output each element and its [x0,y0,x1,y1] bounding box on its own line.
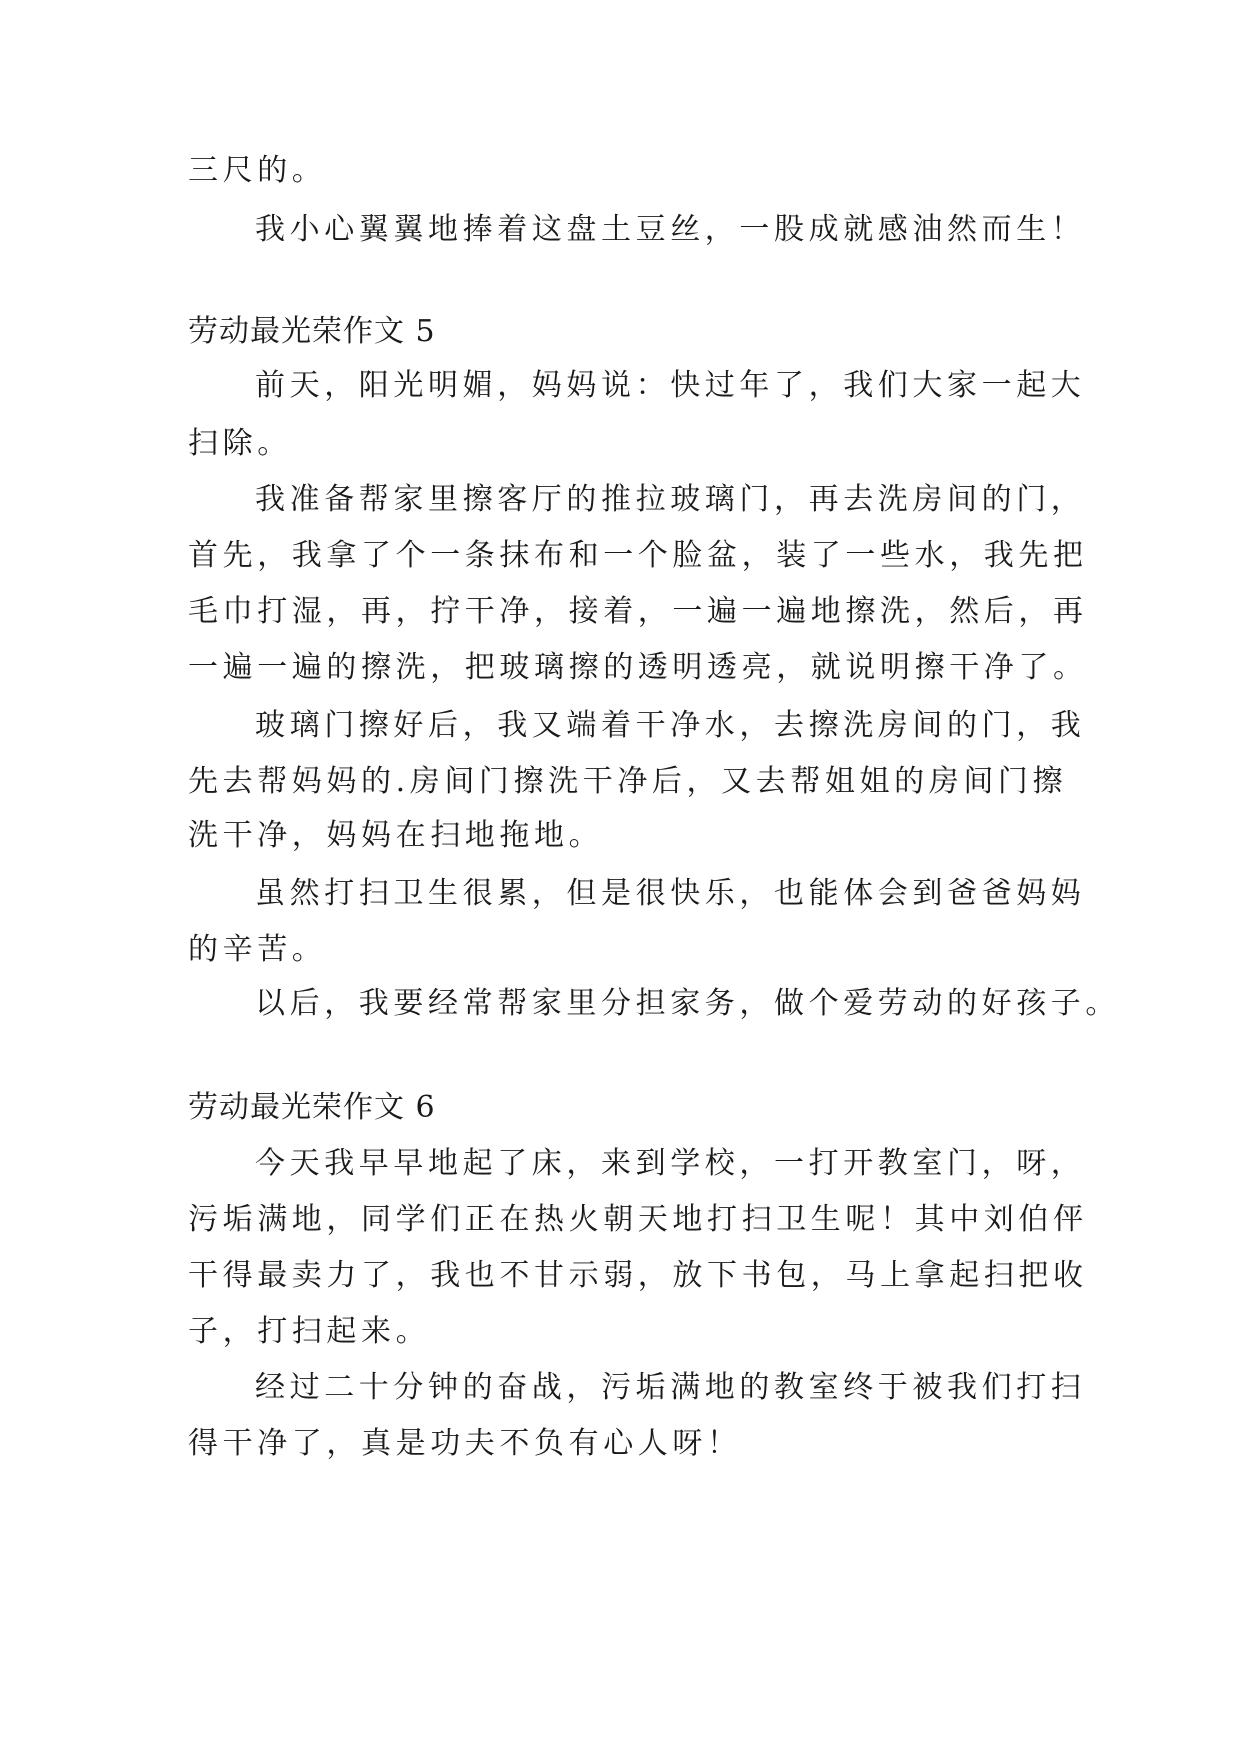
paragraph-line: 先去帮妈妈的.房间门擦洗干净后，又去帮姐姐的房间门擦 [188,764,1068,799]
paragraph-line: 得干净了，真是功夫不负有心人呀！ [188,1426,742,1461]
section-heading: 劳动最光荣作文 5 [188,314,436,349]
paragraph-line: 玻璃门擦好后，我又端着干净水，去擦洗房间的门，我 [255,708,1086,743]
paragraph-line: 一遍一遍的擦洗，把玻璃擦的透明透亮，就说明擦干净了。 [188,650,1088,685]
paragraph-line: 扫除。 [188,426,292,461]
paragraph-line: 以后，我要经常帮家里分担家务，做个爱劳动的好孩子。 [255,986,1120,1021]
paragraph-line: 三尺的。 [188,153,327,188]
paragraph-line: 前天，阳光明媚，妈妈说：快过年了，我们大家一起大 [255,368,1086,403]
paragraph-line: 的辛苦。 [188,932,327,967]
paragraph-line: 子，打扫起来。 [188,1314,431,1349]
paragraph-line: 首先，我拿了个一条抹布和一个脸盆，装了一些水，我先把 [188,538,1088,573]
paragraph-line: 经过二十分钟的奋战，污垢满地的教室终于被我们打扫 [255,1370,1086,1405]
paragraph-line: 今天我早早地起了床，来到学校，一打开教室门，呀， [255,1146,1086,1181]
paragraph-line: 洗干净，妈妈在扫地拖地。 [188,818,604,853]
paragraph-line: 污垢满地，同学们正在热火朝天地打扫卫生呢！其中刘伯伻 [188,1202,1088,1237]
paragraph-line: 干得最卖力了，我也不甘示弱，放下书包，马上拿起扫把收 [188,1258,1088,1293]
paragraph-line: 虽然打扫卫生很累，但是很快乐，也能体会到爸爸妈妈 [255,876,1086,911]
paragraph-line: 我准备帮家里擦客厅的推拉玻璃门，再去洗房间的门， [255,482,1086,517]
section-heading: 劳动最光荣作文 6 [188,1090,436,1125]
paragraph-line: 我小心翼翼地捧着这盘土豆丝，一股成就感油然而生！ [255,212,1086,247]
paragraph-line: 毛巾打湿，再，拧干净，接着，一遍一遍地擦洗，然后，再 [188,594,1088,629]
